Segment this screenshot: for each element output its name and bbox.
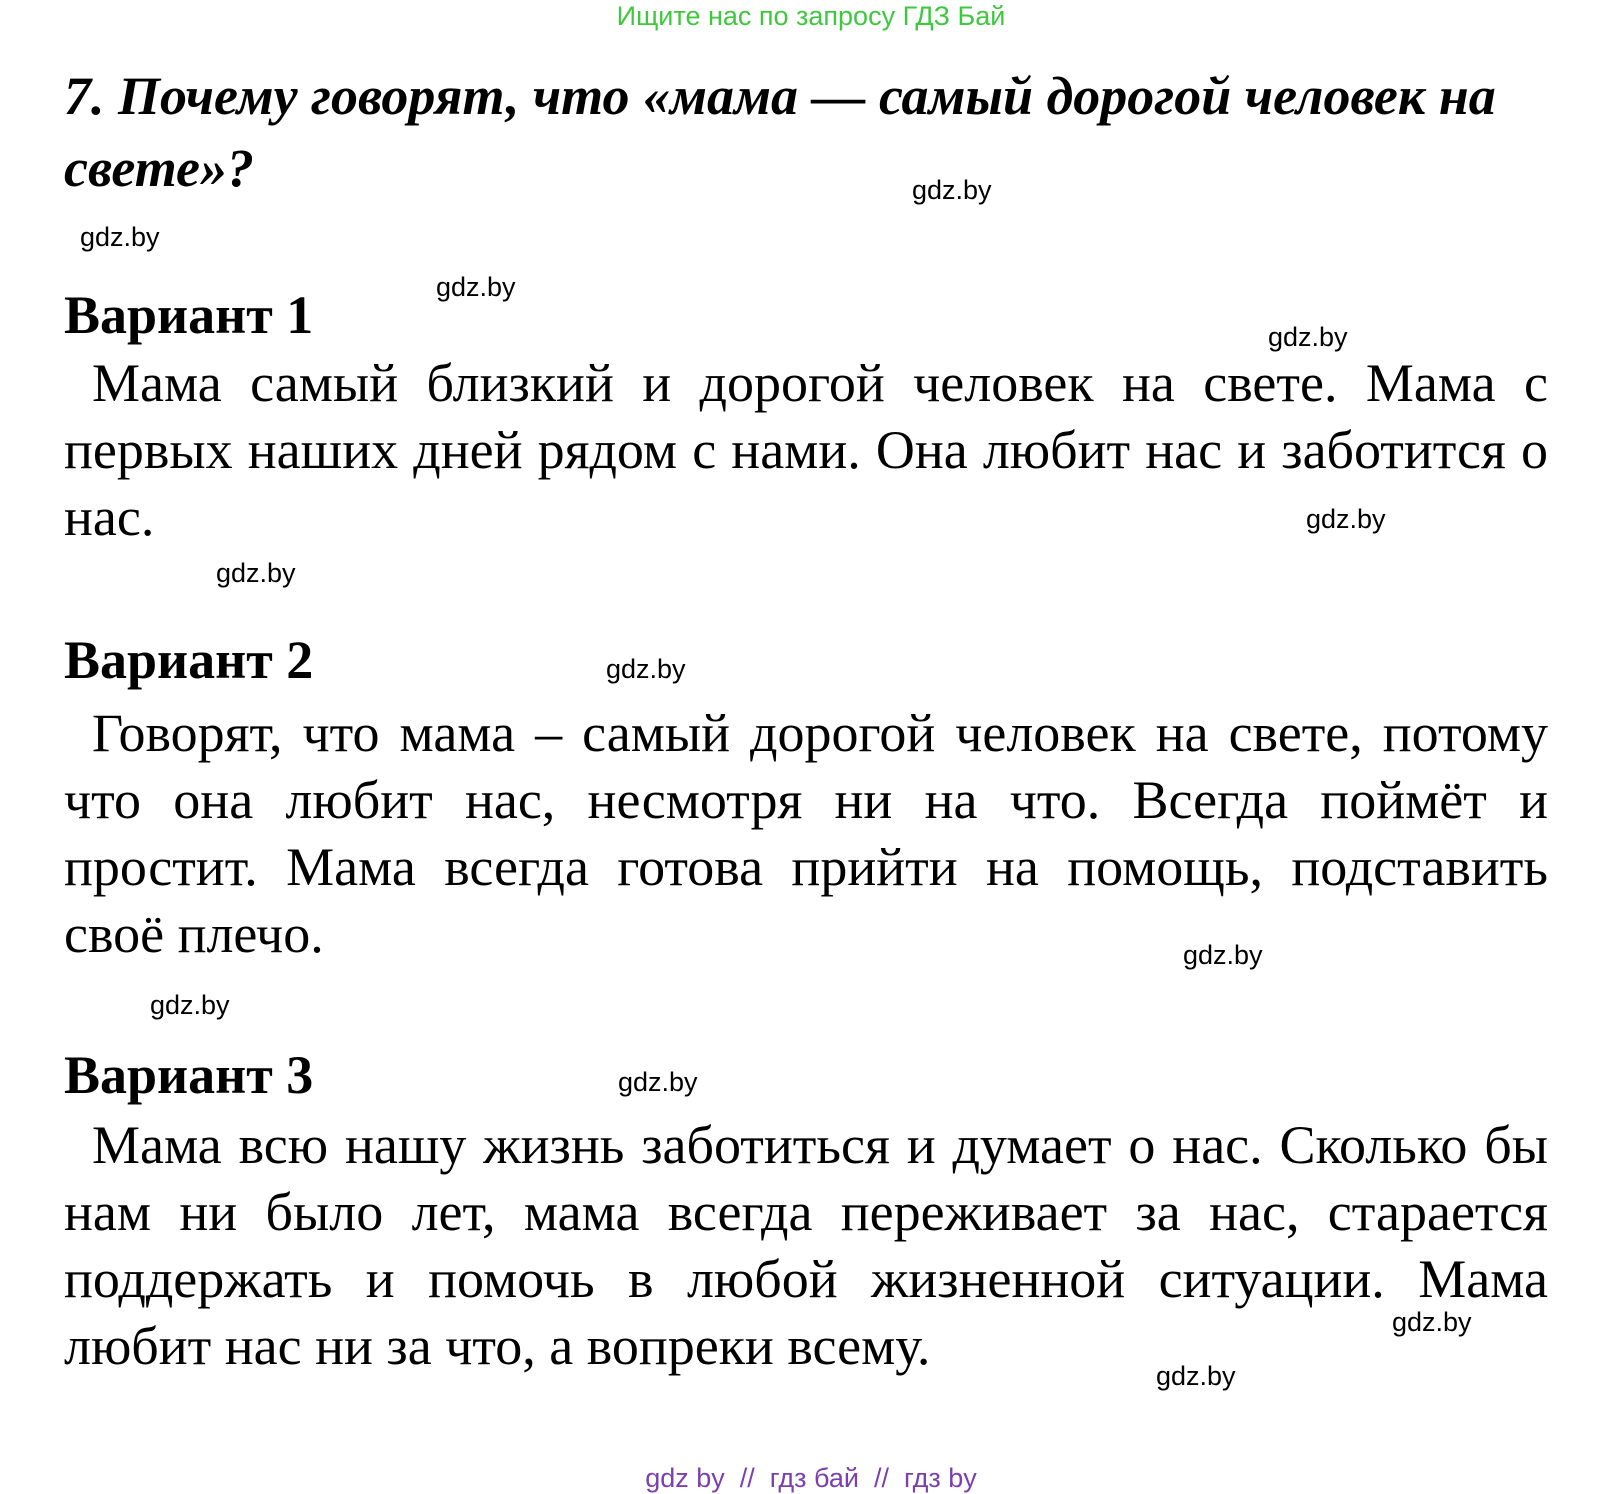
variant-2-text: Говорят, что мама – самый дорогой человек на свете, потому что она любит нас, несмотря ни на что. Всегда поймёт и простит. Мама всегда готова прийти на помощь, подставить своё плечо.	[64, 703, 1548, 964]
watermark: gdz.by	[606, 654, 686, 684]
watermark: gdz.by	[216, 558, 296, 588]
question-title: 7. Почему говорят, что «мама — самый дорогой человек на свете»?	[64, 66, 1496, 198]
watermark: gdz.by	[1268, 322, 1348, 352]
variant-2-heading: Вариант 2	[64, 630, 314, 690]
variant-1-heading: Вариант 1	[64, 285, 314, 345]
variant-3-heading: Вариант 3	[64, 1045, 314, 1105]
watermark: gdz.by	[1156, 1361, 1236, 1391]
footer-watermark: gdz by // гдз бай // гдз by	[645, 1463, 977, 1493]
watermark: gdz.by	[80, 222, 160, 252]
watermark: gdz.by	[912, 175, 992, 205]
watermark: gdz.by	[1392, 1307, 1472, 1337]
search-banner: Ищите нас по запросу ГДЗ Бай	[616, 1, 1006, 31]
watermark: gdz.by	[1306, 504, 1386, 534]
watermark: gdz.by	[436, 272, 516, 302]
watermark: gdz.by	[150, 990, 230, 1020]
variant-1-text: Мама самый близкий и дорогой человек на свете. Мама с первых наших дней рядом с нами. Она любит нас и заботится о нас.	[64, 353, 1548, 547]
watermark: gdz.by	[1183, 940, 1263, 970]
watermark: gdz.by	[618, 1067, 698, 1097]
variant-3-text: Мама всю нашу жизнь заботиться и думает о нас. Сколько бы нам ни было лет, мама всегда переживает за нас, старается поддержать и помочь в любой жизненной ситуации. Мама любит нас ни за что, а вопреки всему.	[64, 1115, 1548, 1376]
